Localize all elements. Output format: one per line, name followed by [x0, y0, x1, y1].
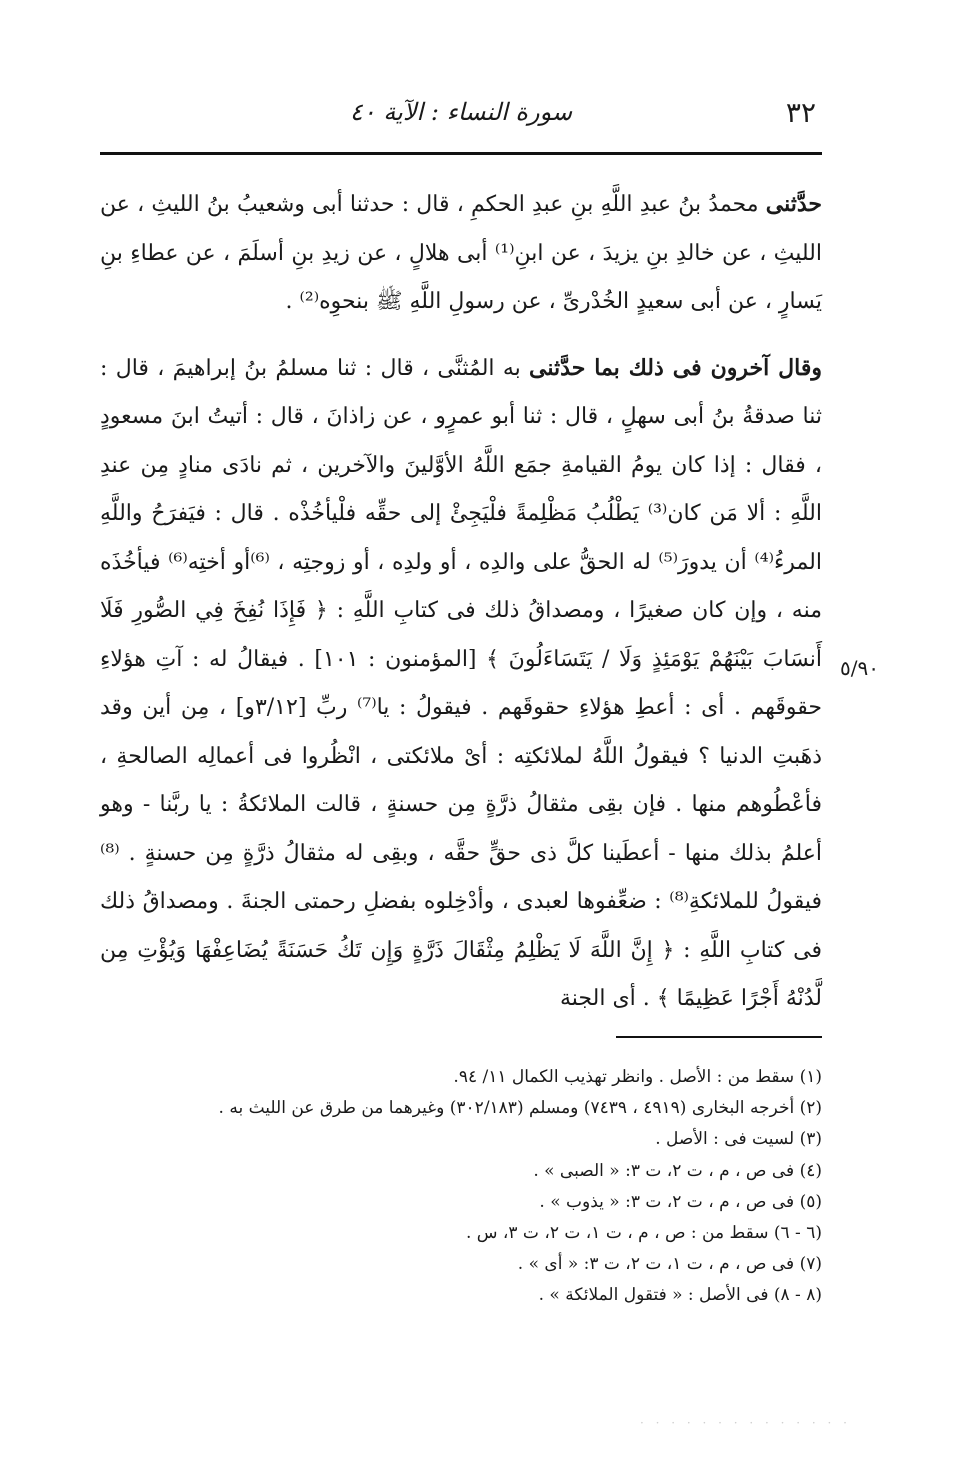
- page-number: ٣٢: [785, 96, 816, 129]
- footnote: (١) سقط من : الأصل . وانظر تهذيب الكمال ١١/ ٩٤.: [453, 1067, 822, 1087]
- footnote: (٨ - ٨) فى الأصل : « فتقول الملائكة » .: [538, 1285, 822, 1306]
- footnote-divider: [616, 1036, 822, 1038]
- footnote: (٦ - ٦) سقط من : ص ، م ، ت ١، ت ٢، ت ٣، س .: [465, 1223, 822, 1244]
- footnotes: [100, 1062, 822, 1312]
- paragraph-body: به المُثنَّى ، قال : ثنا مسلمُ بنُ إبراهيمَ ، قال : ثنا صدقةُ بنُ أبى سهلٍ ، قال : ثنا أبو عمرٍو ، عن زاذانَ ، قال : أتيتُ ابنَ مسعودٍ ، فقال : إذا كان يومُ القيامةِ جمَع اللَّهُ الأوَّلينَ والآخرين ، ثم نادَى منادٍ مِن عندِ اللَّهِ : ألا مَن كان⁽³⁾ يَطْلُبُ مَظْلِمةً فلْيَجِئْ إلى حقِّه فلْيأخُذْه . قال : فيَفرَحُ واللَّهِ المرءُ⁽⁴⁾ أن يدورَ⁽⁵⁾ له الحقُّ على والدِه ، أو ولدِه ، أو زوجتِه ، ⁽⁶⁾أو أختِه⁽⁶⁾ فيأخُذَه منه ، وإن كان صغيرًا ، ومصداقُ ذلك فى كتابِ اللَّهِ : ﴿ فَإِذَا نُفِخَ فِي الصُّورِ فَلَا أَنسَابَ بَيْنَهُمْ يَوْمَئِذٍ وَلَا / يَتَسَاءَلُونَ ﴾ [المؤمنون : ١٠١] . فيقالُ له : آتِ هؤلاءِ حقوقَهم . أى : أعطِ هؤلاءِ حقوقَهم . فيقولُ : يا⁽⁷⁾ ربِّ [٣/١٢و] ، مِن أين وقد ذهَبتِ الدنيا ؟ فيقولُ اللَّهُ لملائكتِه : أىْ ملائكتى ، انْظُروا فى أعمالِه الصالحةِ ، فأعْطُوهم منها . فإن بقِى مثقالُ ذرَّةٍ مِن حسنةٍ ، قالت الملائكةُ : يا ربَّنا - وهو أعلمُ بذلك منها - أعطَينا كلَّ ذى حقٍّ حقَّه ، وبقِى له مثقالُ ذرَّةٍ مِن حسنةٍ . ⁽⁸⁾فيقولُ للملائكةِ⁽⁸⁾ : ضعِّفوها لعبدى ، وأدْخِلوه بفضلِ رحمتى الجنةَ . ومصداقُ ذلك فى كتابِ اللَّهِ : ﴿ إِنَّ اللَّهَ لَا يَظْلِمُ مِثْقَالَ ذَرَّةٍ وَإِن تَكُ حَسَنَةً يُضَاعِفْهَا وَيُؤْتِ مِن لَّدُنْهُ أَجْرًا عَظِيمًا ﴾ . أى الجنة: [100, 355, 823, 1011]
- margin-folio-note: ٥/٩٠: [840, 656, 879, 680]
- footnote: (٤) فى ص ، م ، ت ٢، ت ٣: « الصبى » .: [533, 1160, 822, 1181]
- running-title: سورة النساء : الآية ٤٠: [349, 98, 573, 126]
- footnote: (٣) لسيت فى : الأصل .: [655, 1129, 822, 1150]
- footnote: (٢) أخرجه البخارى (٤٩١٩ ، ٧٤٣٩) ومسلم (٣٠٢/١٨٣) وغيرهما من طرق عن الليث به .: [218, 1098, 822, 1119]
- scan-artifact: · · · · · · · · · · · · · ·: [640, 1416, 851, 1430]
- paragraph-lead: حدَّثنى: [765, 191, 822, 217]
- footnote: (٧) فى ص ، م ، ت ١، ت ٢، ت ٣: « أى » .: [517, 1254, 822, 1275]
- paragraph-1: [100, 180, 822, 327]
- paragraph-2: [100, 344, 822, 1024]
- paragraph-lead: وقال آخرون فى ذلك بما حدَّثنى: [529, 354, 822, 381]
- main-text: [100, 180, 822, 1024]
- paragraph-body: محمدُ بنُ عبدِ اللَّهِ بنِ عبدِ الحكمِ ، قال : حدثنا أبى وشعيبُ بنُ الليثِ ، عن الليثِ ، عن خالدِ بنِ يزيدَ ، عن ابنِ⁽¹⁾ أبى هلالٍ ، عن زيدِ بنِ أسلَمَ ، عن عطاءِ بنِ يَسارٍ ، عن أبى سعيدٍ الخُدْرىِّ ، عن رسولِ اللَّهِ ﷺ بنحوِه⁽²⁾ .: [100, 192, 822, 314]
- page-header: [100, 92, 822, 155]
- footnote: (٥) فى ص ، م ، ت ٢، ت ٣: « يذوب » .: [539, 1191, 822, 1212]
